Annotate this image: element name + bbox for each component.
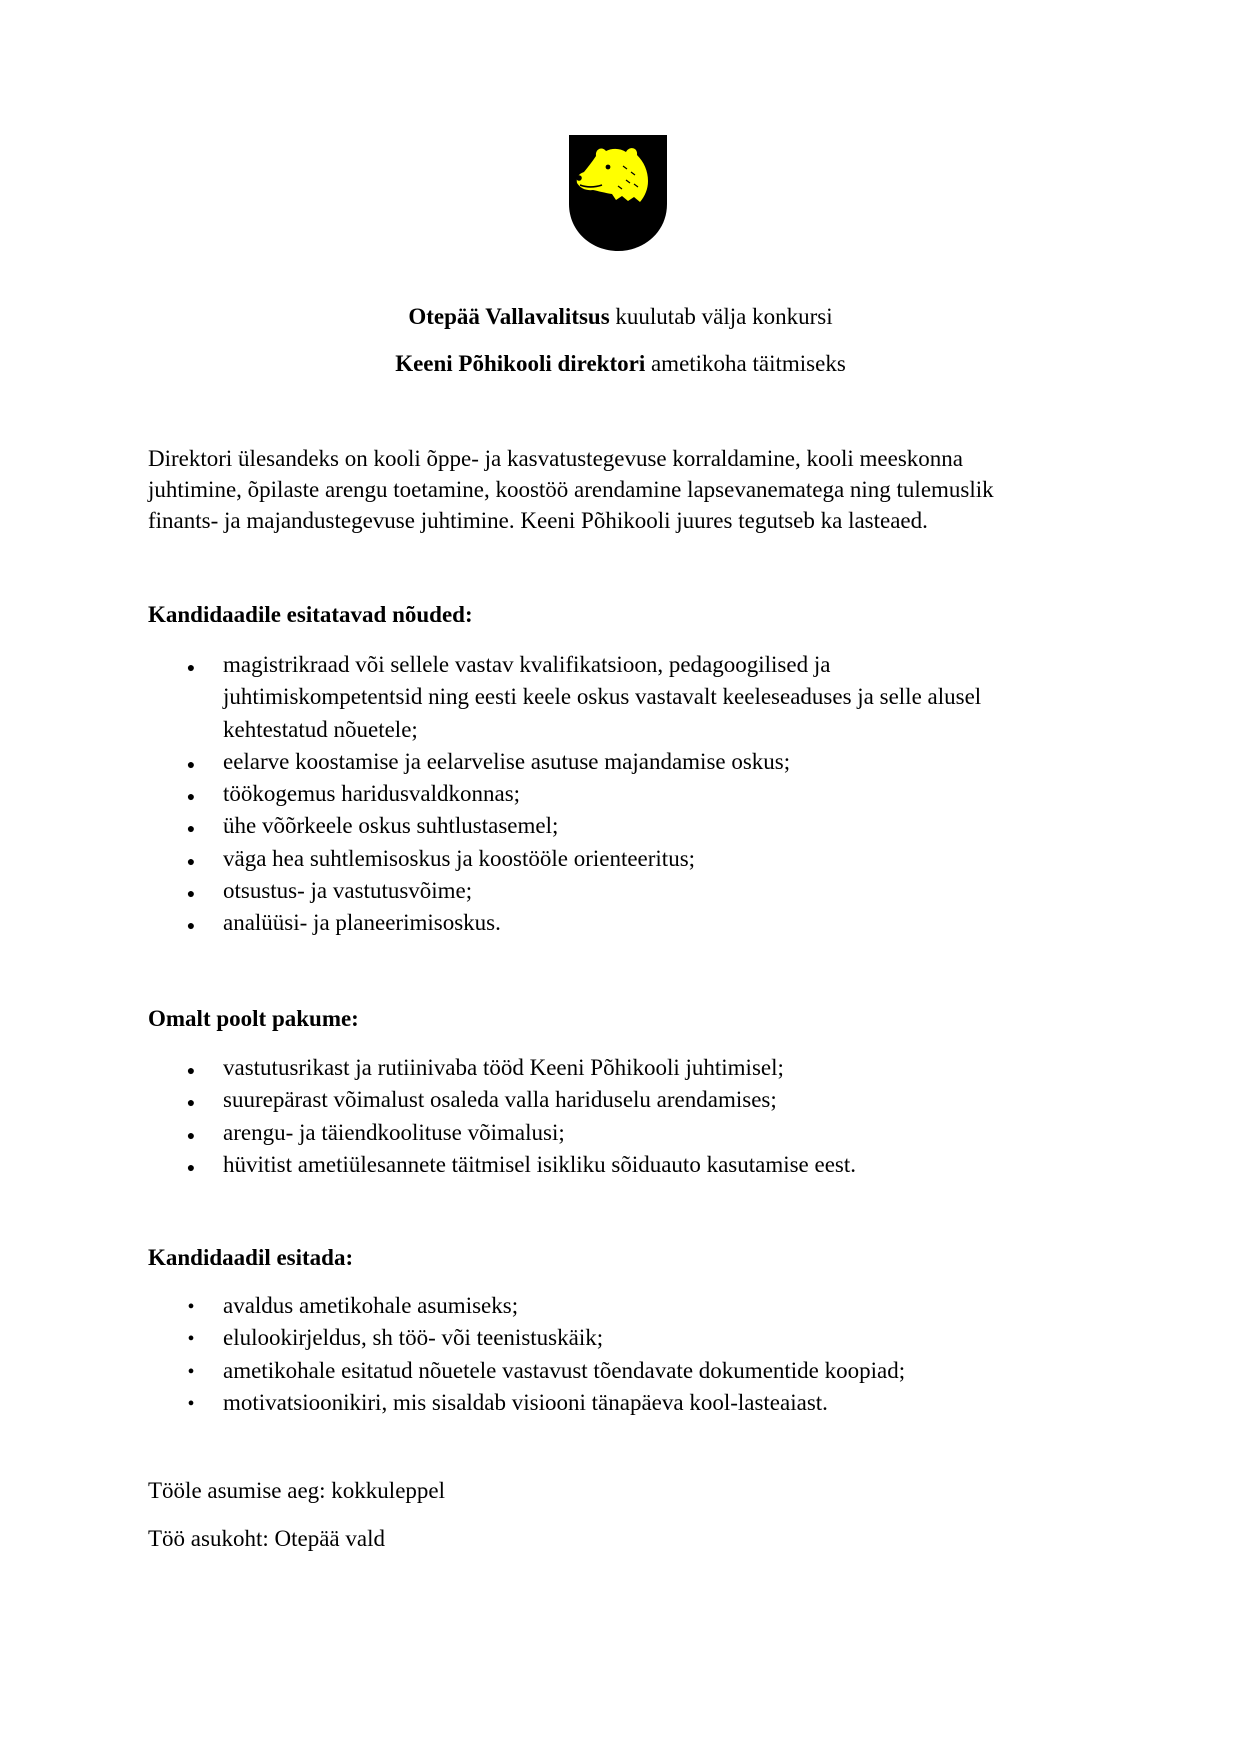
list-item bbox=[148, 1387, 1108, 1419]
offer-list bbox=[148, 1052, 1108, 1181]
bullet-icon bbox=[185, 1149, 197, 1185]
submit-heading: Kandidaadil esitada: bbox=[148, 1245, 354, 1270]
bullet-icon bbox=[185, 1387, 197, 1420]
intro-paragraph bbox=[148, 443, 1108, 536]
list-item bbox=[148, 1117, 1108, 1149]
list-item-line: töökogemus haridusvaldkonnas; bbox=[223, 781, 521, 807]
list-item bbox=[148, 810, 1108, 842]
list-item bbox=[148, 875, 1108, 907]
list-item bbox=[148, 746, 1108, 778]
offer-heading: Omalt poolt pakume: bbox=[148, 1006, 359, 1031]
title-line-2-rest: ametikoha täitmiseks bbox=[645, 351, 846, 376]
start-time-text: Tööle asumise aeg: kokkuleppel bbox=[148, 1478, 446, 1503]
submit-list bbox=[148, 1290, 1108, 1419]
list-item-line: ametikohale esitatud nõuetele vastavust tõendavate dokumentide koopiad; bbox=[223, 1357, 906, 1383]
list-item-line: väga hea suhtlemisoskus ja koostööle orienteeritus; bbox=[223, 845, 696, 871]
bullet-icon bbox=[185, 810, 197, 846]
intro-line: juhtimine, õpilaste arengu toetamine, koostöö arendamine lapsevanematega ning tulemuslik bbox=[148, 477, 994, 502]
list-item-line: otsustus- ja vastutusvõime; bbox=[223, 878, 473, 904]
list-item-line: avaldus ametikohale asumiseks; bbox=[223, 1293, 519, 1318]
bullet-icon bbox=[185, 1052, 197, 1088]
title-line-2 bbox=[0, 349, 1241, 379]
list-item-line: motivatsioonikiri, mis sisaldab visiooni tänapäeva kool-lasteaiast. bbox=[223, 1389, 828, 1415]
list-item bbox=[148, 843, 1108, 875]
position-name: Keeni Põhikooli direktori bbox=[395, 351, 646, 376]
bullet-icon bbox=[185, 907, 197, 943]
crest-bear-nose bbox=[576, 175, 582, 181]
list-item-line: analüüsi- ja planeerimisoskus. bbox=[223, 910, 501, 936]
list-item bbox=[148, 649, 1108, 746]
bullet-icon bbox=[185, 649, 197, 685]
bullet-icon bbox=[185, 1355, 197, 1388]
crest-bear-eye bbox=[606, 165, 611, 170]
municipality-name: Otepää Vallavalitsus bbox=[408, 304, 610, 329]
list-item bbox=[148, 1290, 1108, 1322]
bullet-icon bbox=[185, 778, 197, 814]
list-item-line: vastutusrikast ja rutiinivaba tööd Keeni Põhikooli juhtimisel; bbox=[223, 1055, 784, 1080]
bear-crest-icon bbox=[568, 134, 668, 252]
list-item-line: kehtestatud nõuetele; bbox=[223, 716, 418, 742]
list-item-line: elulookirjeldus, sh töö- või teenistuskäik; bbox=[223, 1325, 604, 1351]
list-item-line: magistrikraad või sellele vastav kvalifikatsioon, pedagoogilised ja bbox=[223, 652, 831, 677]
list-item bbox=[148, 778, 1108, 810]
bullet-icon bbox=[185, 746, 197, 782]
list-item bbox=[148, 1355, 1108, 1387]
title-line-1-rest: kuulutab välja konkursi bbox=[609, 304, 833, 329]
list-item-line: suurepärast võimalust osaleda valla hariduselu arendamises; bbox=[223, 1087, 777, 1113]
list-item bbox=[148, 1052, 1108, 1084]
location-text: Töö asukoht: Otepää vald bbox=[148, 1526, 385, 1551]
list-item bbox=[148, 907, 1108, 939]
list-item-line: hüvitist ametiülesannete täitmisel isikliku sõiduauto kasutamise eest. bbox=[223, 1151, 857, 1177]
intro-line: finants- ja majandustegevuse juhtimine. Keeni Põhikooli juures tegutseb ka lasteaed. bbox=[148, 508, 928, 533]
bullet-icon bbox=[185, 1117, 197, 1153]
bullet-icon bbox=[185, 1084, 197, 1120]
list-item bbox=[148, 1322, 1108, 1354]
requirements-list bbox=[148, 649, 1108, 940]
requirements-heading: Kandidaadile esitatavad nõuded: bbox=[148, 602, 473, 627]
list-item-line: ühe võõrkeele oskus suhtlustasemel; bbox=[223, 813, 559, 839]
intro-line: Direktori ülesandeks on kooli õppe- ja kasvatustegevuse korraldamine, kooli meeskonna bbox=[148, 446, 964, 471]
bullet-icon bbox=[185, 1322, 197, 1355]
title-line-1 bbox=[0, 302, 1241, 332]
bullet-icon bbox=[185, 843, 197, 879]
list-item bbox=[148, 1149, 1108, 1181]
list-item bbox=[148, 1084, 1108, 1116]
bullet-icon bbox=[185, 1290, 197, 1323]
list-item-line: arengu- ja täiendkoolituse võimalusi; bbox=[223, 1119, 565, 1145]
list-item-line: juhtimiskompetentsid ning eesti keele oskus vastavalt keeleseaduses ja selle alusel bbox=[223, 684, 982, 710]
list-item-line: eelarve koostamise ja eelarvelise asutuse majandamise oskus; bbox=[223, 748, 791, 774]
bullet-icon bbox=[185, 875, 197, 911]
